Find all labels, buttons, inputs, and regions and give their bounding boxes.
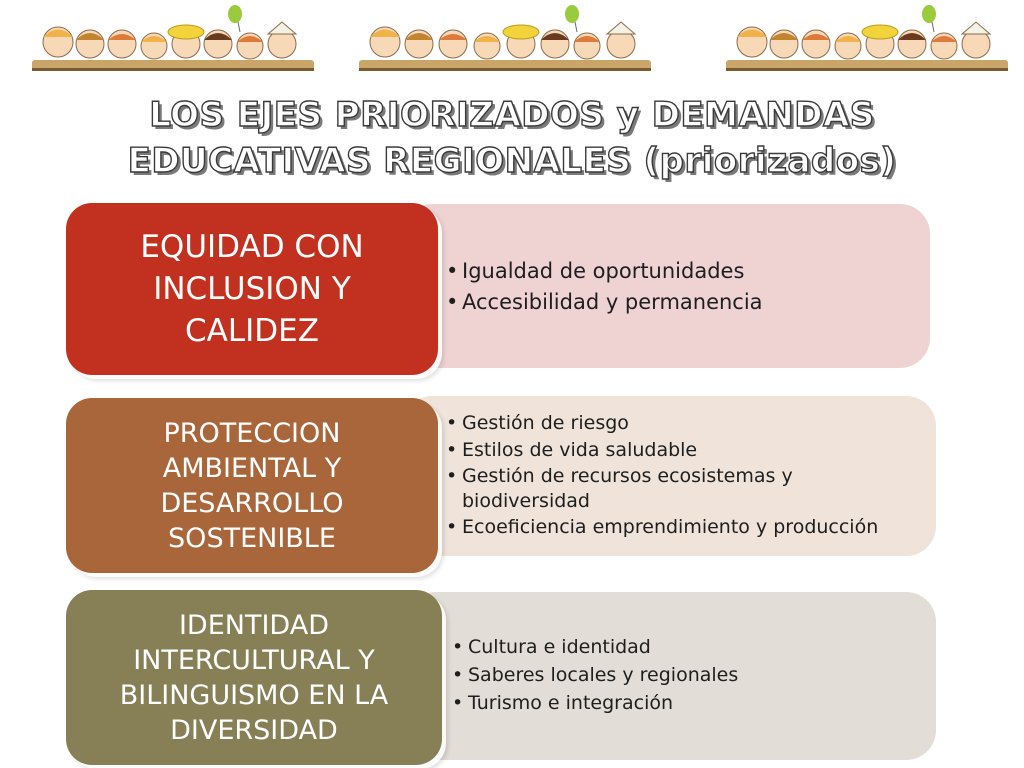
list-item: • Igualdad de oportunidades [444, 256, 914, 287]
cartoon-children-banner-icon [722, 4, 1012, 76]
row-3-label-line: INTERCULTURAL Y [133, 644, 375, 676]
list-item: • Saberes locales y regionales [450, 661, 920, 689]
row-2-label-line: AMBIENTAL Y [162, 452, 342, 484]
row-3-bullet-list [450, 633, 920, 717]
list-item: • Accesibilidad y permanencia [444, 287, 914, 318]
list-item: • Estilos de vida saludable [444, 437, 924, 464]
row-1-bullet-list [444, 256, 914, 318]
row-2-label-line: SOSTENIBLE [168, 522, 336, 554]
cartoon-children-banner-icon [28, 4, 318, 76]
row-2-label-line: PROTECCION [163, 417, 341, 449]
title-line-2: EDUCATIVAS REGIONALES (priorizados) [127, 141, 897, 181]
list-item: • Ecoeficiencia emprendimiento y producción [444, 514, 924, 541]
row-1-label-line: CALIDEZ [185, 313, 319, 349]
list-item: • Gestión de riesgo [444, 410, 924, 437]
row-1-label-box [66, 203, 438, 375]
list-item: • Cultura e identidad [450, 633, 920, 661]
row-3-label-box [66, 590, 442, 765]
row-3-label-line: IDENTIDAD [178, 609, 330, 641]
page-title [0, 92, 1024, 184]
row-1-label-line: EQUIDAD CON [140, 229, 364, 265]
row-2-bullet-list [444, 410, 924, 541]
row-3-label-line: DIVERSIDAD [170, 714, 338, 746]
row-3-label-line: BILINGUISMO EN LA [119, 679, 389, 711]
title-line-1: LOS EJES PRIORIZADOS y DEMANDAS [149, 95, 875, 135]
row-2-label-box [66, 398, 438, 573]
list-item: • Turismo e integración [450, 689, 920, 717]
row-2-label-line: DESARROLLO [160, 487, 344, 519]
cartoon-children-banner-icon [355, 4, 655, 76]
row-1-label-line: INCLUSION Y [153, 271, 351, 307]
list-item: • Gestión de recursos ecosistemas y biodiversidad [444, 464, 822, 514]
